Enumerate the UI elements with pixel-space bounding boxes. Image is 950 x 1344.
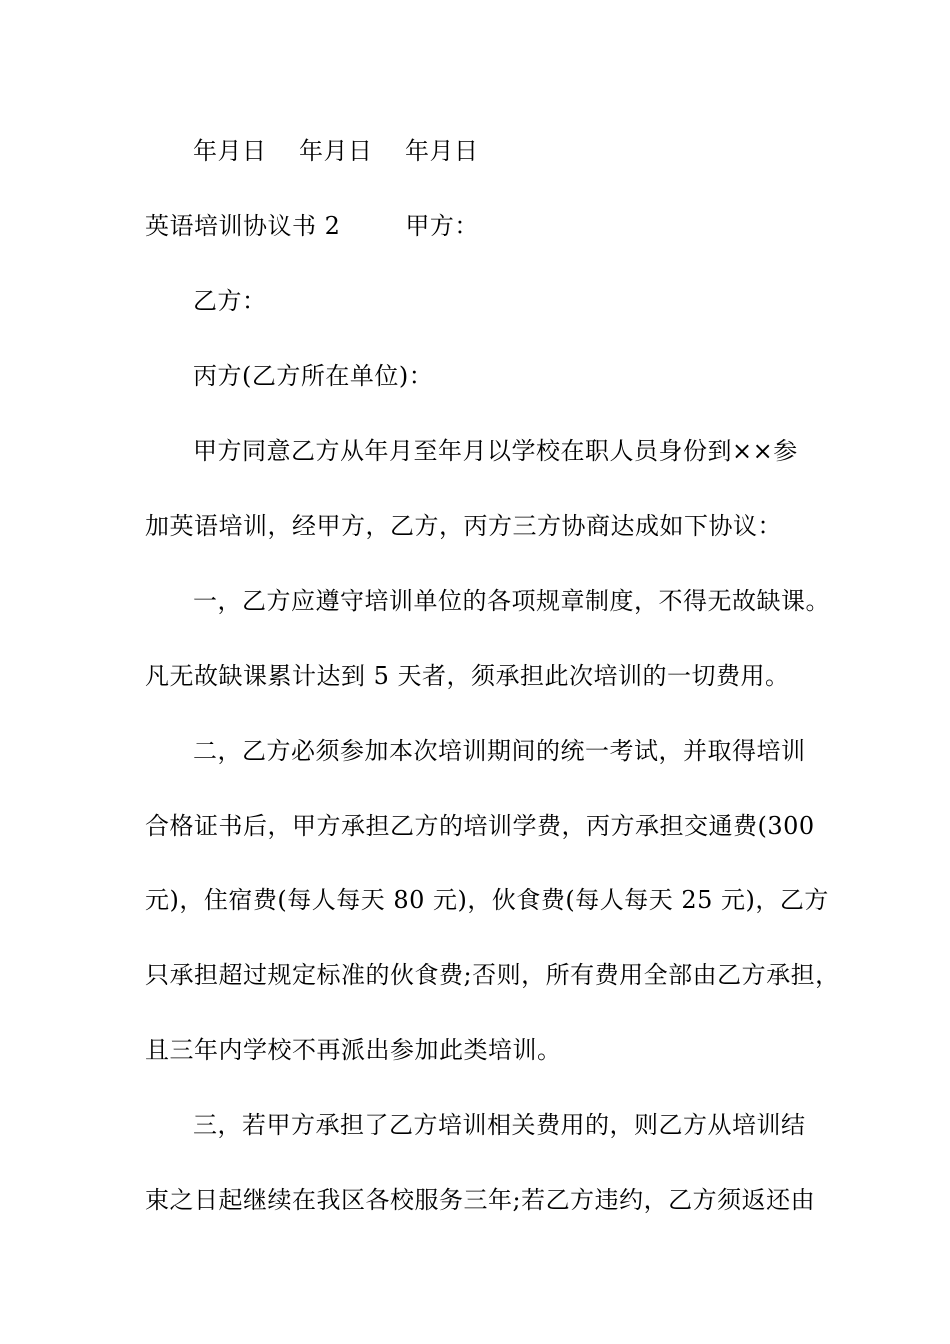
clause-2-line: 且三年内学校不再派出参加此类培训。 — [145, 1036, 562, 1064]
party-c-line: 丙方(乙方所在单位)： — [193, 362, 434, 390]
clause-1-line: 一，乙方应遵守培训单位的各项规章制度，不得无故缺课。 — [193, 587, 830, 615]
clause-2-line: 合格证书后，甲方承担乙方的培训学费，丙方承担交通费(300 — [145, 812, 815, 840]
clause-1-line: 凡无故缺课累计达到 5 天者，须承担此次培训的一切费用。 — [145, 662, 790, 690]
agreement-title-line: 英语培训协议书 2 甲方： — [145, 212, 479, 240]
clause-2-line: 只承担超过规定标准的伙食费;否则，所有费用全部由乙方承担， — [145, 961, 840, 989]
clause-2-line: 元)，住宿费(每人每天 80 元)，伙食费(每人每天 25 元)，乙方 — [145, 886, 829, 914]
clause-2-line: 二，乙方必须参加本次培训期间的统一考试，并取得培训 — [193, 737, 806, 765]
paragraph-line: 甲方同意乙方从年月至年月以学校在职人员身份到××参 — [193, 437, 798, 465]
party-b-line: 乙方： — [193, 287, 267, 315]
paragraph-line: 加英语培训，经甲方，乙方，丙方三方协商达成如下协议： — [145, 512, 782, 540]
date-line: 年月日 年月日 年月日 — [193, 137, 479, 165]
clause-3-line: 束之日起继续在我区各校服务三年;若乙方违约，乙方须返还由 — [145, 1186, 816, 1214]
clause-3-line: 三，若甲方承担了乙方培训相关费用的，则乙方从培训结 — [193, 1111, 806, 1139]
